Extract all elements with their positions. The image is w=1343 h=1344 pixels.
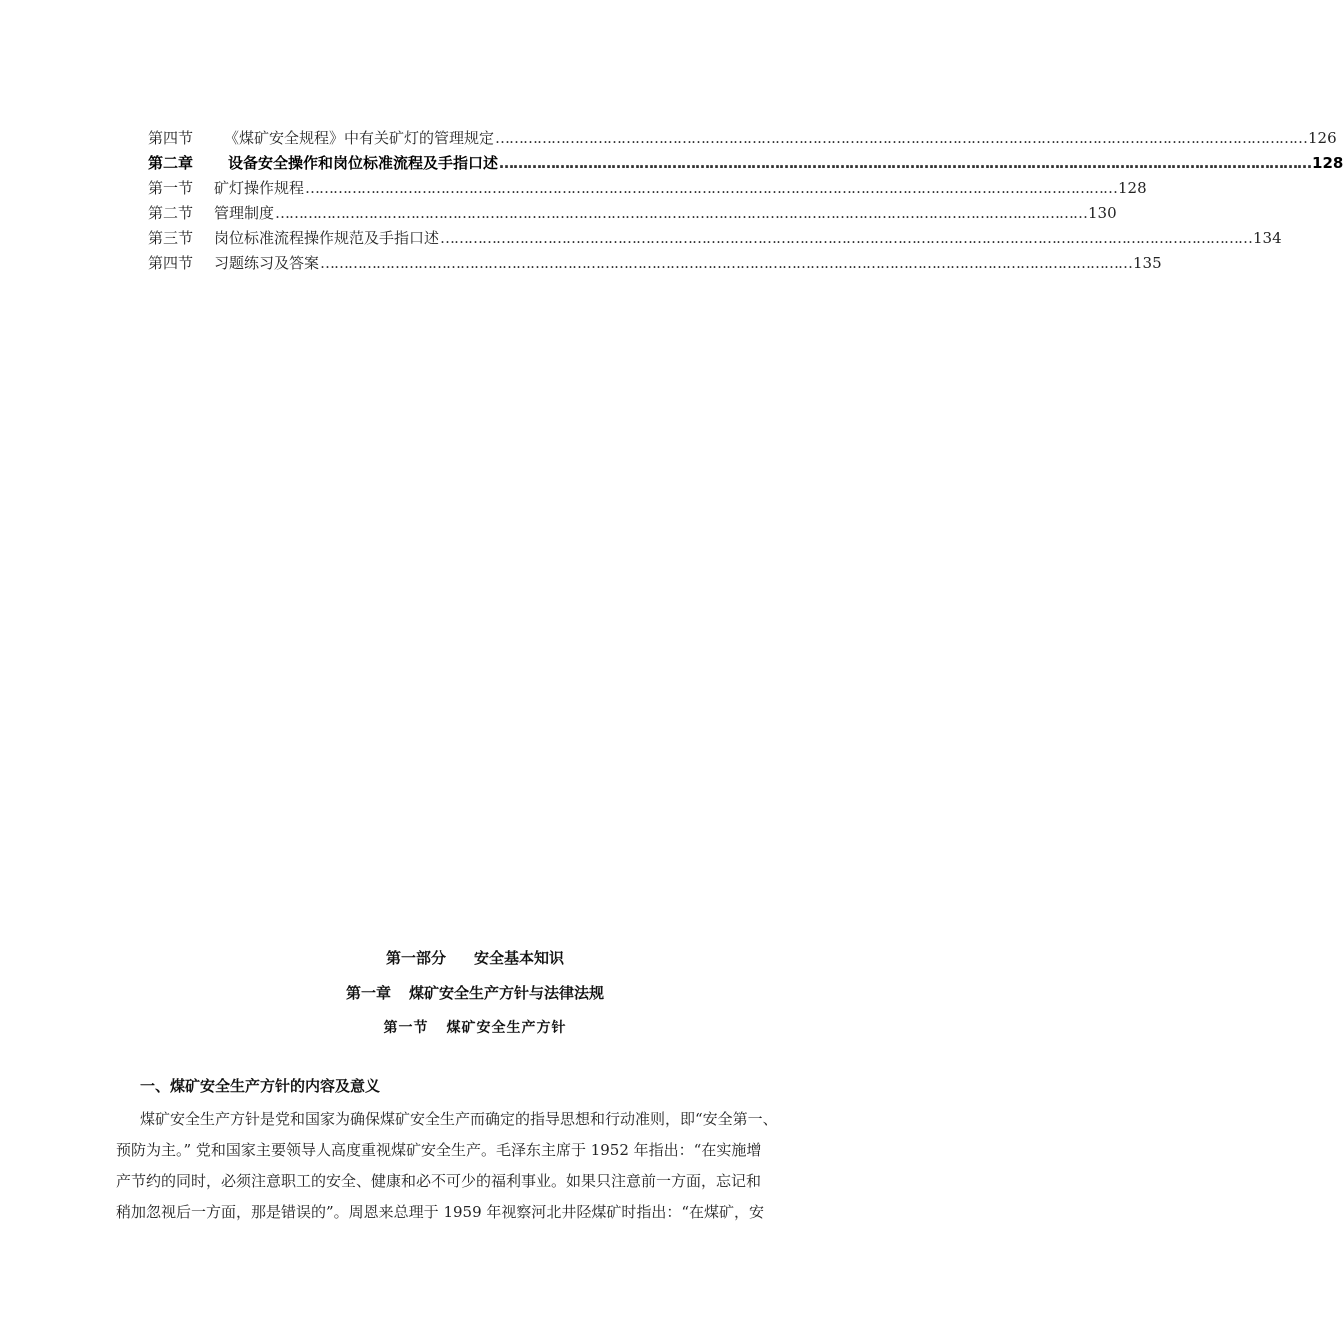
part-title: 安全基本知识	[474, 949, 565, 967]
toc-leader-dots: …………………………………………………………………………………………………………………………………………………………	[440, 229, 1253, 247]
toc-title: 习题练习及答案	[214, 254, 320, 272]
toc-label: 第一节	[148, 179, 194, 197]
toc-row[interactable]	[148, 126, 1337, 151]
toc-row[interactable]	[148, 201, 1117, 226]
toc-label: 第二章	[148, 154, 194, 172]
section-label: 第一节	[383, 1020, 429, 1036]
chapter-label: 第一章	[345, 984, 391, 1002]
toc-title: 矿灯操作规程	[214, 179, 305, 197]
paragraph-line: 产节约的同时，必须注意职工的安全、健康和必不可少的福利事业。如果只注意前一方面，忘记和	[116, 1172, 762, 1190]
toc-row[interactable]	[148, 176, 1147, 201]
toc-row[interactable]	[148, 251, 1162, 276]
toc-leader-dots: …………………………………………………………………………………………………………………………………………………………	[499, 154, 1312, 172]
section-heading	[0, 1017, 950, 1037]
toc-label: 第二节	[148, 204, 194, 222]
toc-page-number: 130	[1088, 204, 1117, 222]
toc-title: 管理制度	[214, 204, 275, 222]
body-paragraph	[116, 1104, 856, 1228]
toc-leader-dots: …………………………………………………………………………………………………………………………………………………………	[305, 179, 1118, 197]
chapter-heading	[0, 982, 950, 1003]
toc-page-number: 126	[1308, 129, 1337, 147]
subheading: 一、煤矿安全生产方针的内容及意义	[140, 1077, 381, 1095]
paragraph-line: 煤矿安全生产方针是党和国家为确保煤矿安全生产而确定的指导思想和行动准则，即“安全第一、	[140, 1110, 778, 1128]
toc-page-number: 128	[1118, 179, 1147, 197]
table-of-contents	[148, 126, 1343, 276]
part-heading	[0, 947, 950, 968]
toc-page-number: 128	[1312, 154, 1343, 172]
toc-leader-dots: …………………………………………………………………………………………………………………………………………………………	[320, 254, 1133, 272]
toc-page-number: 135	[1133, 254, 1162, 272]
toc-leader-dots: …………………………………………………………………………………………………………………………………………………………	[275, 204, 1088, 222]
toc-page-number: 134	[1253, 229, 1282, 247]
toc-label: 第三节	[148, 229, 194, 247]
toc-row[interactable]	[148, 226, 1282, 251]
paragraph-line: 稍加忽视后一方面，那是错误的”。周恩来总理于 1959 年视察河北井陉煤矿时指出：“在煤矿，安	[116, 1203, 765, 1221]
paragraph-line: 预防为主。” 党和国家主要领导人高度重视煤矿安全生产。毛泽东主席于 1952 年指出：“在实施增	[116, 1141, 762, 1159]
chapter-title: 煤矿安全生产方针与法律法规	[409, 984, 605, 1002]
toc-label: 第四节	[148, 254, 194, 272]
toc-leader-dots: …………………………………………………………………………………………………………………………………………………………	[495, 129, 1308, 147]
section-title: 煤矿安全生产方针	[446, 1020, 567, 1036]
part-label: 第一部分	[385, 949, 446, 967]
toc-row-chapter[interactable]	[148, 151, 1343, 176]
toc-label: 第四节	[148, 129, 194, 147]
toc-title: 《煤矿安全规程》中有关矿灯的管理规定	[224, 129, 495, 147]
toc-title: 设备安全操作和岗位标准流程及手指口述	[228, 154, 499, 172]
toc-title: 岗位标准流程操作规范及手指口述	[214, 229, 440, 247]
